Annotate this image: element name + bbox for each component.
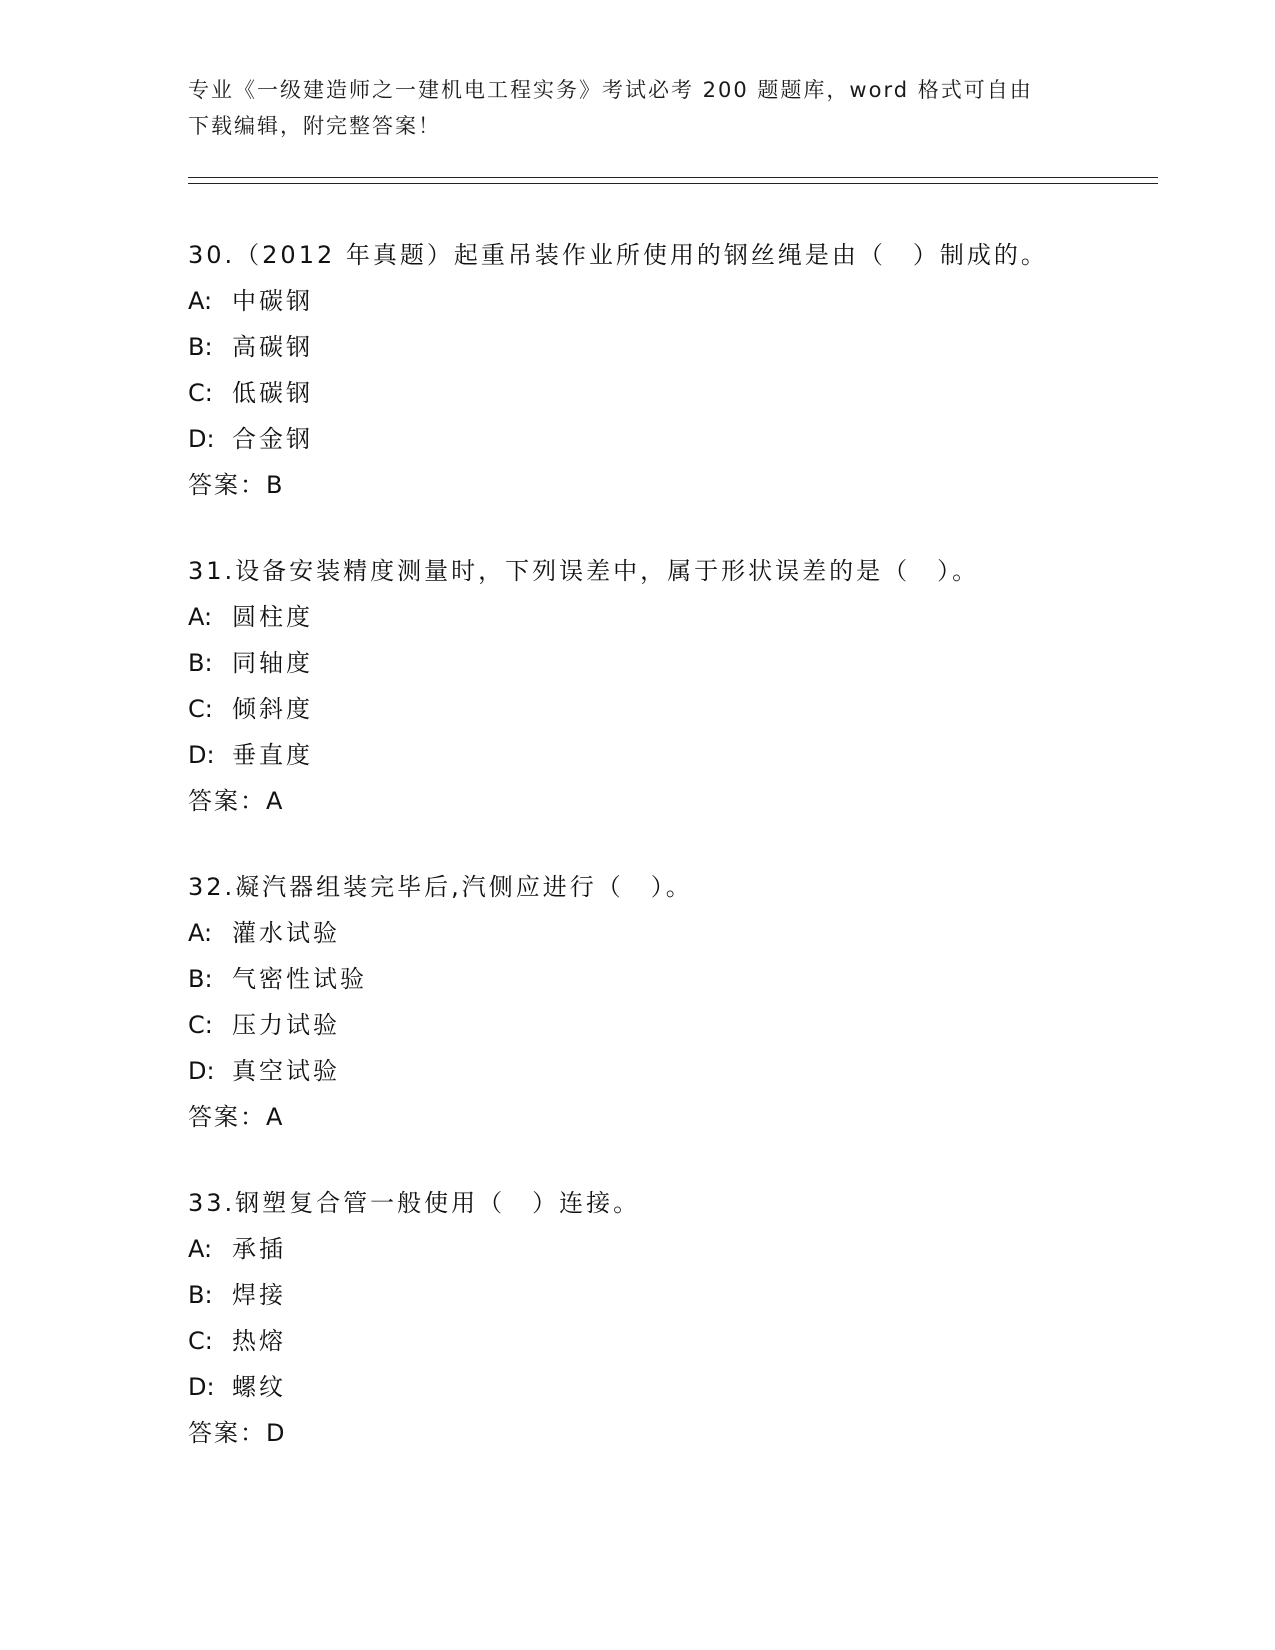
option-text: 同轴度 xyxy=(232,649,313,677)
option-d xyxy=(188,1364,1178,1410)
question-stem: 32.凝汽器组装完毕后,汽侧应进行（ ）。 xyxy=(188,873,693,901)
option-text: 灌水试验 xyxy=(232,919,340,947)
option-letter: B: xyxy=(188,965,213,993)
option-c xyxy=(188,370,1178,416)
option-a xyxy=(188,594,1178,640)
question-stem: 30.（2012 年真题）起重吊装作业所使用的钢丝绳是由（ ）制成的。 xyxy=(188,241,1048,269)
option-letter: D: xyxy=(188,741,215,769)
option-text: 承插 xyxy=(232,1235,286,1263)
option-d xyxy=(188,1048,1178,1094)
option-d xyxy=(188,732,1178,778)
option-letter: D: xyxy=(188,1373,215,1401)
option-letter: A: xyxy=(188,1235,213,1263)
question-33 xyxy=(188,1180,1178,1456)
option-letter: D: xyxy=(188,1057,215,1085)
option-text: 压力试验 xyxy=(232,1011,340,1039)
option-text: 圆柱度 xyxy=(232,603,313,631)
answer-line: 答案：A xyxy=(188,787,285,815)
option-letter: C: xyxy=(188,695,213,723)
option-b xyxy=(188,640,1178,686)
answer-line: 答案：A xyxy=(188,1103,285,1131)
header-divider-bottom xyxy=(188,183,1158,184)
option-text: 垂直度 xyxy=(232,741,313,769)
option-letter: B: xyxy=(188,649,213,677)
option-a xyxy=(188,910,1178,956)
option-text: 合金钢 xyxy=(232,425,313,453)
header-line-1: 专业《一级建造师之一建机电工程实务》考试必考 200 题题库，word 格式可自由 xyxy=(188,78,1033,102)
option-text: 中碳钢 xyxy=(232,287,313,315)
option-b xyxy=(188,324,1178,370)
option-b xyxy=(188,1272,1178,1318)
option-letter: B: xyxy=(188,1281,213,1309)
option-c xyxy=(188,1318,1178,1364)
header-divider-top xyxy=(188,177,1158,178)
question-stem: 33.钢塑复合管一般使用（ ）连接。 xyxy=(188,1189,641,1217)
option-text: 焊接 xyxy=(232,1281,286,1309)
answer-line: 答案：D xyxy=(188,1419,287,1447)
option-c xyxy=(188,1002,1178,1048)
question-31 xyxy=(188,548,1178,824)
option-letter: A: xyxy=(188,603,213,631)
option-text: 高碳钢 xyxy=(232,333,313,361)
option-d xyxy=(188,416,1178,462)
option-letter: A: xyxy=(188,919,213,947)
option-text: 倾斜度 xyxy=(232,695,313,723)
answer-line: 答案：B xyxy=(188,471,285,499)
option-letter: A: xyxy=(188,287,213,315)
option-text: 气密性试验 xyxy=(232,965,367,993)
document-header xyxy=(188,72,1068,144)
option-a xyxy=(188,278,1178,324)
option-text: 真空试验 xyxy=(232,1057,340,1085)
header-line-2: 下载编辑，附完整答案！ xyxy=(188,114,441,138)
option-a xyxy=(188,1226,1178,1272)
question-32 xyxy=(188,864,1178,1140)
question-stem: 31.设备安装精度测量时，下列误差中，属于形状误差的是（ ）。 xyxy=(188,557,980,585)
option-letter: C: xyxy=(188,1011,213,1039)
option-letter: B: xyxy=(188,333,213,361)
question-30 xyxy=(188,232,1178,508)
option-text: 低碳钢 xyxy=(232,379,313,407)
option-text: 螺纹 xyxy=(232,1373,286,1401)
option-letter: D: xyxy=(188,425,215,453)
option-text: 热熔 xyxy=(232,1327,286,1355)
option-letter: C: xyxy=(188,1327,213,1355)
option-letter: C: xyxy=(188,379,213,407)
option-b xyxy=(188,956,1178,1002)
option-c xyxy=(188,686,1178,732)
